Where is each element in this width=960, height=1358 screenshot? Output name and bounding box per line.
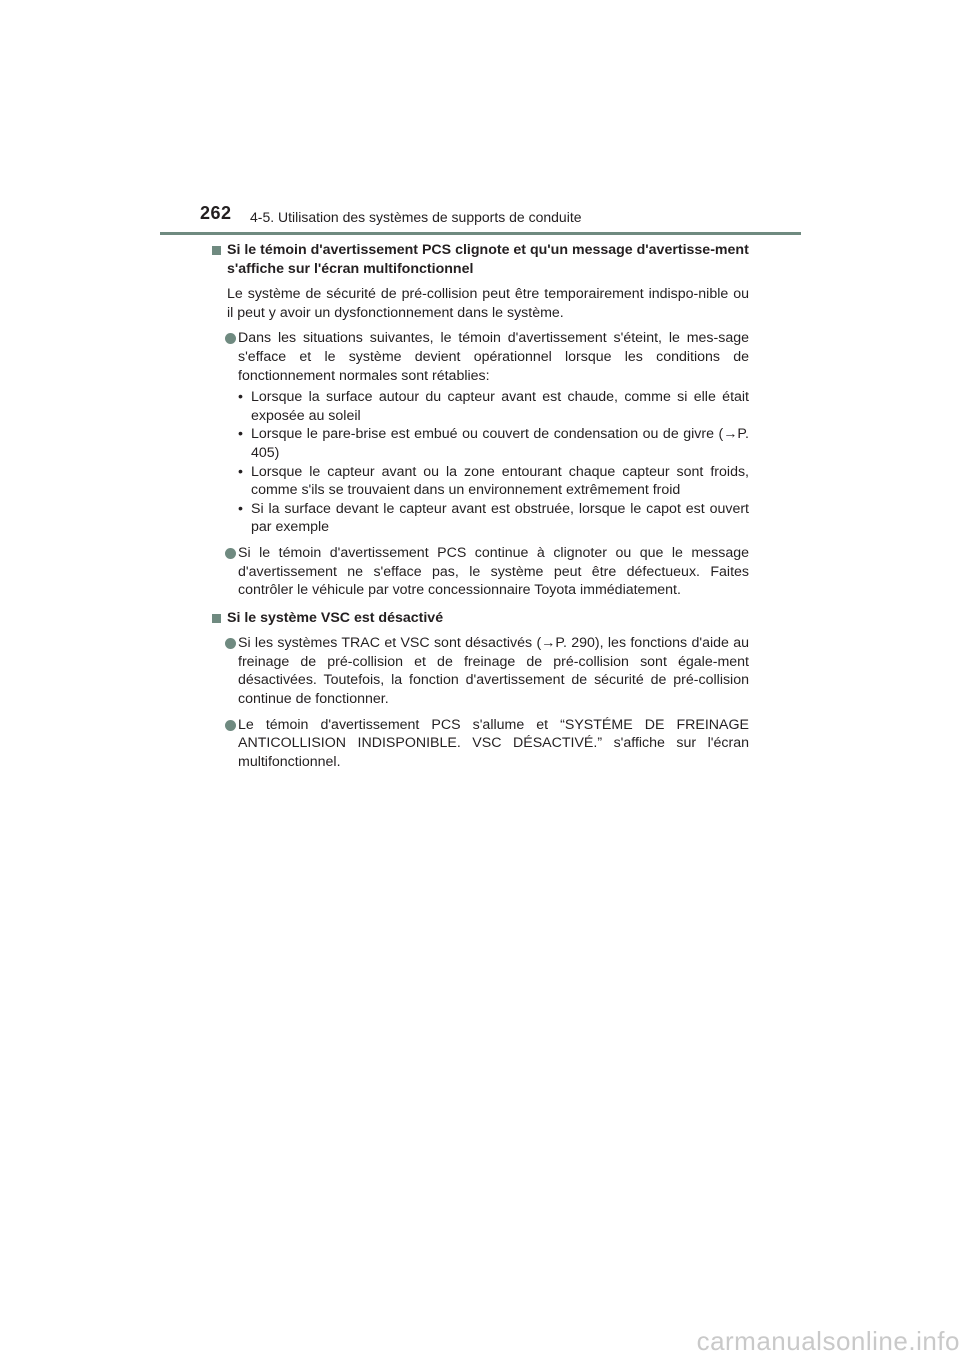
watermark: carmanualsonline.info (696, 1326, 960, 1356)
circle-bullet-icon (225, 638, 236, 649)
sub-list (211, 388, 749, 537)
list-item (211, 544, 749, 600)
section-title: 4-5. Utilisation des systèmes de supports de conduite (250, 209, 582, 225)
sub-list-item-text: Lorsque la surface autour du capteur avant est chaude, comme si elle était exposée au soleil (251, 389, 749, 424)
dot-bullet: • (238, 389, 243, 406)
page-header (0, 0, 960, 240)
header-divider (160, 232, 801, 235)
sub-list-item (211, 388, 749, 425)
circle-bullet-icon (225, 333, 236, 344)
circle-bullet-icon (225, 720, 236, 731)
section-heading-text: Si le témoin d'avertissement PCS clignote et qu'un message d'avertisse-ment s'affiche sur l'écran multifonctionnel (227, 242, 749, 277)
sub-list-item-text: Lorsque le capteur avant ou la zone entourant chaque capteur sont froids, comme s'ils se trouvaient dans un environnement extrêmement froid (251, 463, 749, 499)
list-item (211, 716, 749, 772)
list-item (211, 329, 749, 385)
square-bullet-icon (212, 246, 221, 255)
sub-list-item (211, 500, 749, 537)
section-intro: Le système de sécurité de pré-collision peut être temporairement indispo-nible ou il peut y avoir un dysfonctionnement dans le système. (227, 286, 749, 321)
section-heading (211, 241, 749, 278)
dot-bullet: • (238, 426, 243, 443)
list-item-text: Le témoin d'avertissement PCS s'allume et “SYSTÉME DE FREINAGE ANTICOLLISION INDISPONIBLE. VSC DÉSACTIVÉ.” s'affiche sur l'écran multifonctionnel. (238, 716, 749, 770)
dot-bullet: • (238, 463, 243, 480)
page-number: 262 (200, 203, 232, 223)
list-item-text: Si les systèmes TRAC et VSC sont désactivés (→P. 290), les fonctions d'aide au freinage de pré-collision et de freinage de pré-collision sont égale-ment désactivées. Toutefois, la fonction d'avertissement de sécurité de pré-collision continue de fonctionner. (238, 635, 749, 708)
circle-bullet-icon (225, 548, 236, 559)
page-content (211, 241, 749, 771)
list-item-text: Si le témoin d'avertissement PCS continue à clignoter ou que le message d'avertissement ne s'efface pas, le système peut être défectueux. Faites contrôler le véhicule par votre concessionnaire Toyota immédiatement. (238, 544, 749, 599)
sub-list-item-text: Lorsque le pare-brise est embué ou couvert de condensation ou de givre (→P. 405) (251, 426, 749, 461)
section-heading-text: Si le système VSC est désactivé (227, 609, 444, 626)
sub-list-item-text: Si la surface devant le capteur avant est obstruée, lorsque le capot est ouvert par exemple (251, 500, 749, 536)
square-bullet-icon (212, 614, 221, 623)
section-heading (211, 609, 749, 628)
list-item (211, 634, 749, 708)
list-item-text: Dans les situations suivantes, le témoin d'avertissement s'éteint, le mes-sage s'efface et le système devient opérationnel lorsque les conditions de fonctionnement normales sont rétablies: (238, 330, 749, 384)
sub-list-item (211, 463, 749, 500)
dot-bullet: • (238, 500, 243, 517)
sub-list-item (211, 425, 749, 462)
